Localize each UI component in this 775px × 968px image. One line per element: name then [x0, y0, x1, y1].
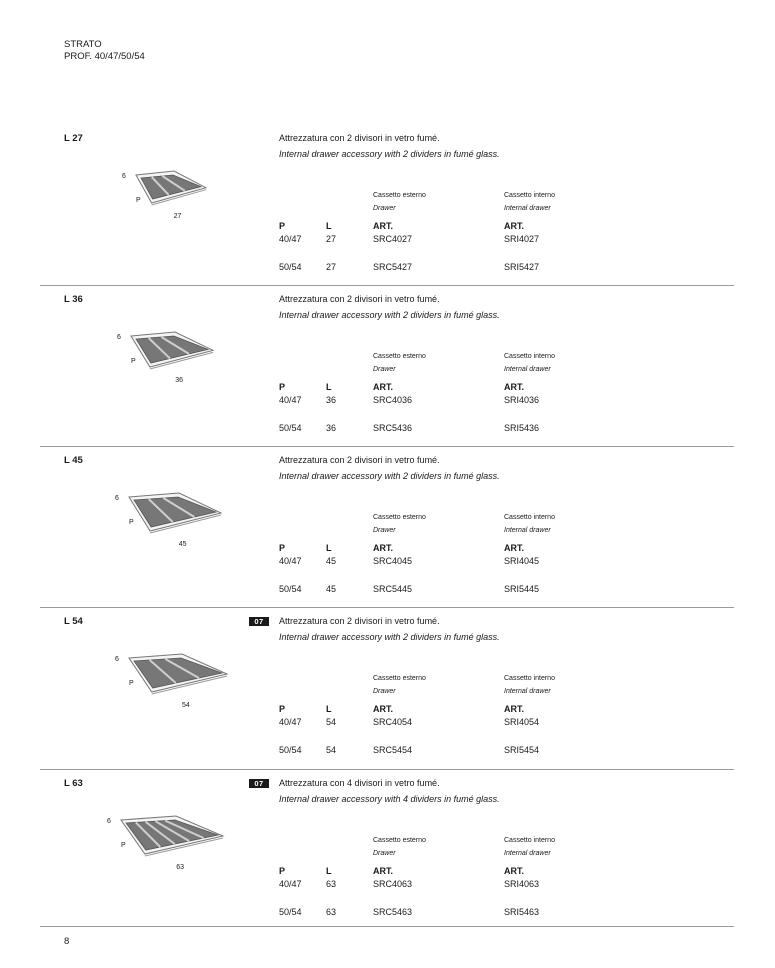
col-art-ext-header: ART. [373, 704, 393, 714]
description-english: Internal drawer accessory with 2 dividers in fumé glass. [279, 471, 500, 481]
section-label: L 45 [64, 455, 83, 466]
depth-dimension-label: P [129, 680, 134, 687]
depth-dimension-label: P [129, 519, 134, 526]
col-l-header: L [326, 221, 332, 231]
width-dimension-label: 63 [176, 864, 184, 871]
description-italian: Attrezzatura con 2 divisori in vetro fumé. [279, 294, 440, 304]
drawer-illustration [127, 652, 237, 702]
page-number: 8 [64, 936, 70, 947]
drawer-int-header: Cassetto interno [504, 192, 555, 199]
drawer-illustration [134, 169, 216, 213]
drawer-int-subheader: Internal drawer [504, 205, 551, 212]
col-art-int-header: ART. [504, 382, 524, 392]
cell-art-ext: SRC4036 [373, 395, 413, 405]
col-art-ext-header: ART. [373, 866, 393, 876]
section-divider [40, 446, 734, 447]
drawer-ext-header: Cassetto esterno [373, 514, 426, 521]
cell-l: 27 [326, 262, 337, 272]
cell-p: 50/54 [279, 423, 302, 433]
drawer-drawing [122, 169, 242, 239]
depth-dimension-label: P [121, 842, 126, 849]
cell-p: 40/47 [279, 879, 302, 889]
height-dimension-label: 6 [122, 173, 126, 180]
cell-l: 27 [326, 234, 337, 244]
description-english: Internal drawer accessory with 2 dividers in fumé glass. [279, 632, 500, 642]
height-dimension-label: 6 [115, 495, 119, 502]
product-section [0, 610, 775, 772]
col-p-header: P [279, 221, 286, 231]
cell-art-ext: SRC4045 [373, 556, 413, 566]
cell-art-int: SRI5427 [504, 262, 540, 272]
cell-art-ext: SRC4054 [373, 717, 413, 727]
height-dimension-label: 6 [107, 818, 111, 825]
cell-p: 40/47 [279, 556, 302, 566]
section-label: L 63 [64, 778, 83, 789]
drawer-int-subheader: Internal drawer [504, 527, 551, 534]
description-english: Internal drawer accessory with 2 dividers in fumé glass. [279, 149, 500, 159]
col-art-int-header: ART. [504, 704, 524, 714]
width-dimension-label: 36 [175, 377, 183, 384]
drawer-int-subheader: Internal drawer [504, 850, 551, 857]
width-dimension-label: 45 [178, 541, 187, 548]
drawer-ext-subheader: Drawer [373, 366, 396, 373]
col-p-header: P [279, 382, 286, 392]
cell-p: 50/54 [279, 907, 302, 917]
col-l-header: L [326, 704, 332, 714]
depth-dimension-label: P [131, 358, 136, 365]
cell-art-ext: SRC5427 [373, 262, 413, 272]
section-label: L 54 [64, 616, 83, 627]
drawer-int-header: Cassetto interno [504, 353, 555, 360]
depth-dimension-label: P [136, 197, 141, 204]
col-art-int-header: ART. [504, 543, 524, 553]
drawer-svg-wrap [119, 814, 233, 864]
cell-l: 36 [326, 423, 337, 433]
section-divider [40, 285, 734, 286]
cell-art-int: SRI5445 [504, 584, 540, 594]
cell-p: 50/54 [279, 745, 302, 755]
drawer-int-header: Cassetto interno [504, 675, 555, 682]
category-tag: 07 [249, 779, 269, 788]
section-divider [40, 607, 734, 608]
drawer-ext-subheader: Drawer [373, 205, 396, 212]
section-divider [40, 769, 734, 770]
col-p-header: P [279, 866, 286, 876]
height-dimension-label: 6 [117, 334, 121, 341]
description-english: Internal drawer accessory with 2 dividers in fumé glass. [279, 310, 500, 320]
cell-l: 36 [326, 395, 337, 405]
drawer-illustration [119, 814, 233, 864]
drawer-ext-header: Cassetto esterno [373, 353, 426, 360]
cell-p: 40/47 [279, 234, 302, 244]
cell-l: 45 [326, 556, 337, 566]
cell-art-int: SRI4054 [504, 717, 540, 727]
cell-p: 40/47 [279, 717, 302, 727]
product-section [0, 772, 775, 934]
drawer-ext-header: Cassetto esterno [373, 192, 426, 199]
col-art-ext-header: ART. [373, 543, 393, 553]
col-p-header: P [279, 704, 286, 714]
cell-art-ext: SRC4063 [373, 879, 413, 889]
height-dimension-label: 6 [115, 656, 119, 663]
product-section [0, 288, 775, 450]
category-tag: 07 [249, 617, 269, 626]
drawer-ext-header: Cassetto esterno [373, 837, 426, 844]
cell-l: 45 [326, 584, 337, 594]
drawer-svg-wrap [127, 491, 231, 541]
cell-l: 63 [326, 907, 337, 917]
cell-art-int: SRI5463 [504, 907, 540, 917]
drawer-int-subheader: Internal drawer [504, 366, 551, 373]
drawer-int-header: Cassetto interno [504, 837, 555, 844]
drawer-drawing [117, 330, 237, 400]
cell-art-ext: SRC5436 [373, 423, 413, 433]
cell-art-ext: SRC5454 [373, 745, 413, 755]
cell-art-ext: SRC5463 [373, 907, 413, 917]
drawer-svg-wrap [129, 330, 223, 377]
description-english: Internal drawer accessory with 4 dividers in fumé glass. [279, 794, 500, 804]
drawer-int-subheader: Internal drawer [504, 688, 551, 695]
col-art-int-header: ART. [504, 221, 524, 231]
drawer-drawing [115, 491, 235, 561]
cell-l: 54 [326, 717, 337, 727]
cell-art-int: SRI5454 [504, 745, 540, 755]
description-italian: Attrezzatura con 2 divisori in vetro fumé. [279, 455, 440, 465]
drawer-drawing [107, 814, 227, 884]
cell-p: 50/54 [279, 584, 302, 594]
bottom-divider [40, 926, 734, 927]
description-italian: Attrezzatura con 2 divisori in vetro fumé. [279, 133, 440, 143]
drawer-ext-header: Cassetto esterno [373, 675, 426, 682]
width-dimension-label: 54 [182, 702, 190, 709]
section-label: L 36 [64, 294, 83, 305]
drawer-int-header: Cassetto interno [504, 514, 555, 521]
cell-art-int: SRI5436 [504, 423, 540, 433]
product-section [0, 127, 775, 289]
col-l-header: L [326, 543, 332, 553]
col-art-int-header: ART. [504, 866, 524, 876]
drawer-svg-wrap [134, 169, 216, 213]
col-art-ext-header: ART. [373, 221, 393, 231]
drawer-ext-subheader: Drawer [373, 527, 396, 534]
description-italian: Attrezzatura con 2 divisori in vetro fumé. [279, 616, 440, 626]
description-italian: Attrezzatura con 4 divisori in vetro fumé. [279, 778, 440, 788]
cell-art-int: SRI4063 [504, 879, 540, 889]
col-p-header: P [279, 543, 286, 553]
drawer-illustration [129, 330, 223, 377]
document-header [64, 39, 145, 63]
cell-art-int: SRI4045 [504, 556, 540, 566]
drawer-ext-subheader: Drawer [373, 850, 396, 857]
cell-p: 40/47 [279, 395, 302, 405]
drawer-drawing [115, 652, 235, 722]
section-label: L 27 [64, 133, 83, 144]
cell-p: 50/54 [279, 262, 302, 272]
header-title: STRATO [64, 39, 102, 50]
cell-l: 63 [326, 879, 337, 889]
product-section [0, 449, 775, 611]
col-l-header: L [326, 866, 332, 876]
drawer-ext-subheader: Drawer [373, 688, 396, 695]
col-l-header: L [326, 382, 332, 392]
drawer-svg-wrap [127, 652, 237, 702]
cell-art-int: SRI4036 [504, 395, 540, 405]
cell-art-int: SRI4027 [504, 234, 540, 244]
drawer-illustration [127, 491, 231, 541]
header-subtitle: PROF. 40/47/50/54 [64, 51, 145, 62]
cell-l: 54 [326, 745, 337, 755]
width-dimension-label: 27 [173, 213, 182, 220]
col-art-ext-header: ART. [373, 382, 393, 392]
cell-art-ext: SRC5445 [373, 584, 413, 594]
cell-art-ext: SRC4027 [373, 234, 413, 244]
